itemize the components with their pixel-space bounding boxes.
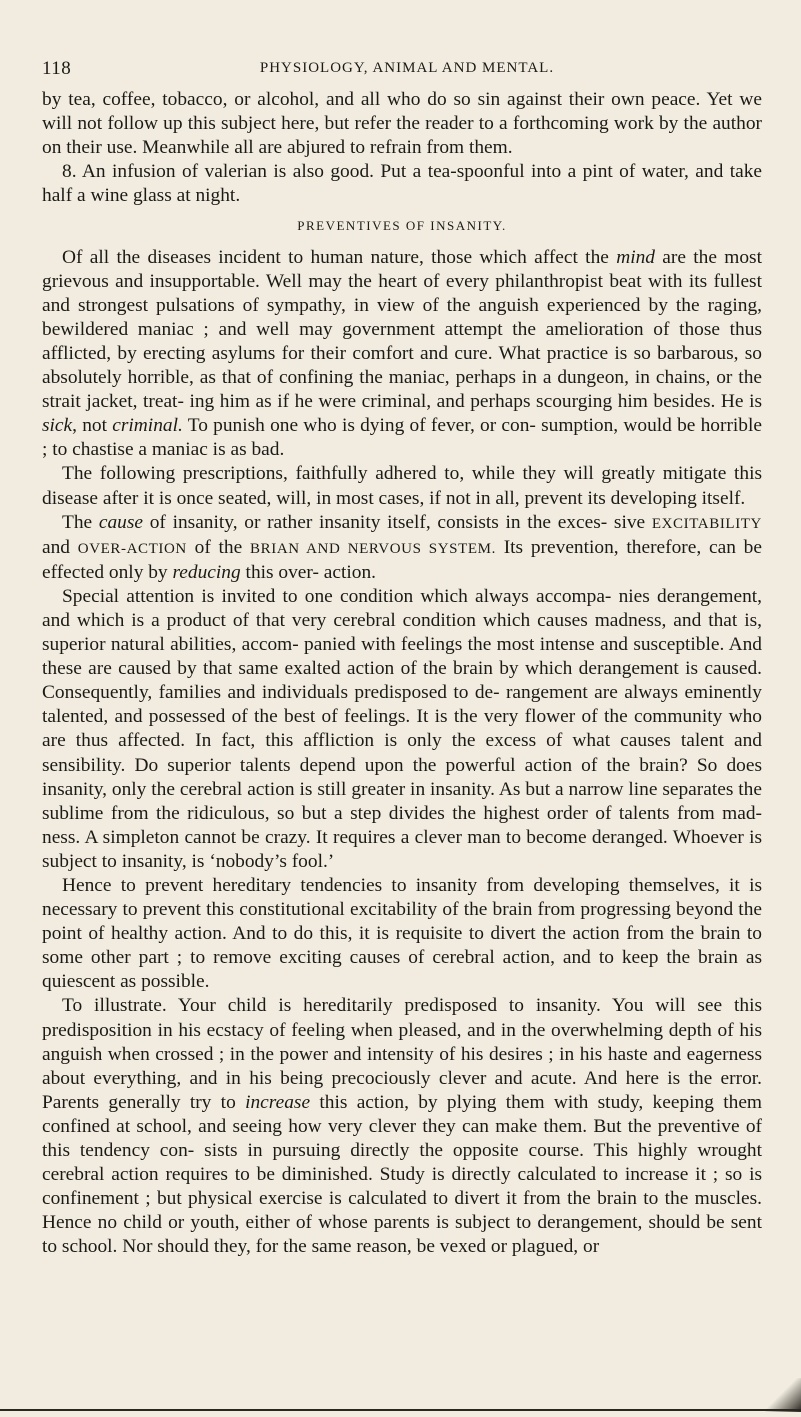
bottom-scan-rule [0, 1409, 801, 1411]
emphasis-mind: mind [616, 246, 655, 268]
emphasis-sick: sick [42, 415, 73, 437]
section-paragraph-4: Special attention is invited to one condition which always accompa- nies derangement, and which is a product of that very cerebral condition which causes madness, and that is, superior natural abilities, accom- panied with feelings the most intense and susceptible. And these are caused by that same exalted action of the brain by which derangement is caused. Consequently, families and individuals predisposed to de- rangement are always eminently talented, and possessed of the best of feelings. It is the very flower of the community who are thus affected. In fact, this affliction is only the excess of what causes talent and sensibility. Do superior talents depend upon the powerful action of the brain? So does insanity, only the cerebral action is still greater in insanity. As but a narrow line separates the sublime from the ridiculous, so but a step divides the highest order of talents from mad- ness. A simpleton cannot be crazy. It requires a clever man to become deranged. Whoever is subject to insanity, is ‘nobody’s fool.’ [42, 585, 762, 872]
emphasis-increase: increase [245, 1091, 311, 1113]
page-header [42, 58, 762, 82]
emphasis-reducing: reducing [172, 561, 241, 583]
intro-paragraph-1: by tea, coffee, tobacco, or alcohol, and all who do so sin against their own peace. Yet we will not follow up this subject here, but refer the reader to a forthcoming work by the author on their use. Meanwhile all are abjured to refrain from them. [42, 89, 762, 159]
section-paragraph-1: Of all the diseases incident to human nature, those which affect the mind are the most grievous and insupportable. Well may the heart of every philanthropist beat with its fullest and strongest pulsations of sympathy, in view of the anguish experienced by the raging, bewildered maniac ; and well may government attempt the amelioration of those thus afflicted, by erecting asylums for their comfort and cure. What practice is so barbarous, so absolutely horrible, as that of confining the maniac, perhaps in a dungeon, in chains, or the strait jacket, treat- ing him as if he were criminal, and perhaps scourging him besides. He is sick, not criminal. To punish one who is dying of fever, or con- sumption, would be horrible ; to chastise a maniac is as bad. [42, 246, 762, 461]
smallcaps-excitability: EXCITABILITY [651, 515, 762, 532]
section-paragraph-2: The following prescriptions, faithfully adhered to, while they will greatly mitigate this disease after it is once seated, will, in most cases, if not in all, prevent its developing itself. [42, 463, 762, 509]
scan-corner-shadow [765, 1378, 801, 1412]
smallcaps-brain-system: BRIAN AND NERVOUS SYSTEM. [250, 540, 496, 557]
page-number: 118 [42, 58, 72, 79]
intro-paragraph-2: 8. An infusion of valerian is also good. Put a tea-spoonful into a pint of water, and take half a wine glass at night. [42, 161, 762, 207]
page-body [42, 88, 762, 1260]
running-head: PHYSIOLOGY, ANIMAL AND MENTAL. [259, 60, 555, 76]
section-paragraph-6: To illustrate. Your child is hereditarily predisposed to insanity. You will see this predisposition in his ecstacy of feeling when pleased, and in the overwhelming depth of his anguish when crossed ; in the power and intensity of his desires ; in his haste and eagerness about everything, and in his being precociously clever and acute. And here is the error. Parents generally try to increase this action, by plying them with study, keeping them confined at school, and seeing how very clever they can make them. But the preventive of this tendency con- sists in pursuing directly the opposite course. This highly wrought cerebral action requires to be diminished. Study is directly calculated to increase it ; so is confinement ; but physical exercise is calculated to divert it from the brain to the muscles. Hence no child or youth, either of whose parents is subject to derangement, should be sent to school. Nor should they, for the same reason, be vexed or plagued, or [42, 995, 763, 1258]
emphasis-criminal: criminal. [112, 415, 183, 437]
smallcaps-over-action: OVER-ACTION [77, 540, 187, 557]
section-paragraph-3: The cause of insanity, or rather insanity itself, consists in the exces- sive EXCITABILITY and OVER-ACTION of the BRIAN AND NERVOUS SYSTEM. Its prevention, therefore, can be effected only by reducing this over- action. [42, 511, 762, 583]
section-title: PREVENTIVES OF INSANITY. [297, 218, 507, 234]
section-paragraph-5: Hence to prevent hereditary tendencies to insanity from developing themselves, it is necessary to prevent this constitutional excitability of the brain from progressing beyond the point of healthy action. And to do this, it is requisite to divert the action from the brain to some other part ; to remove exciting causes of cerebral action, and to keep the brain as quiescent as possible. [42, 875, 762, 993]
emphasis-cause: cause [98, 511, 144, 533]
